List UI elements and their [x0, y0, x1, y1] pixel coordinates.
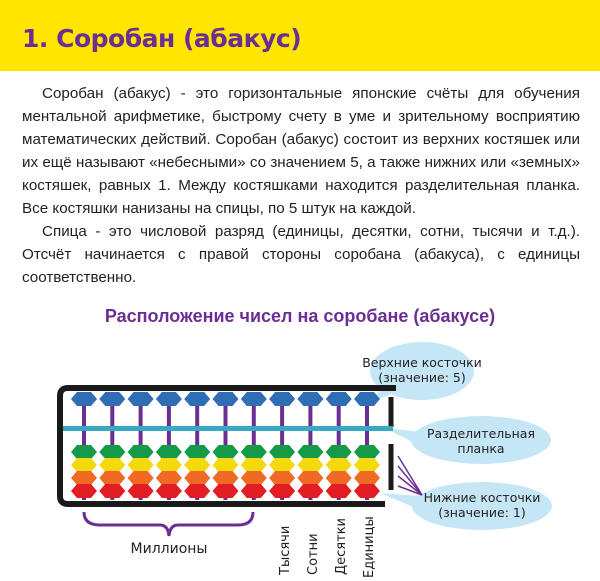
place-label-thousands: Тысячи	[278, 525, 293, 575]
bead	[269, 484, 295, 498]
bead	[326, 471, 352, 485]
bead	[99, 484, 125, 498]
bead	[128, 484, 154, 498]
pointer-line	[398, 456, 422, 495]
divider-bar	[63, 426, 393, 431]
millions-brace	[84, 512, 253, 536]
bead	[128, 445, 154, 459]
bead	[354, 484, 380, 498]
divider-label: Разделительная	[427, 426, 535, 441]
bead	[71, 458, 97, 472]
bead	[71, 471, 97, 485]
bead	[297, 458, 323, 472]
bead	[269, 471, 295, 485]
bead	[354, 392, 380, 406]
diagram-title: Расположение чисел на соробане (абакусе)	[104, 306, 496, 326]
bead	[128, 471, 154, 485]
bead	[213, 484, 239, 498]
paragraph: Спица - это числовой разряд (единицы, десятки, сотни, тысячи и т.д.). Отсчёт начинается с правой стороны соробана (абакуса), с единицы соответственно.	[22, 223, 580, 286]
bead	[354, 471, 380, 485]
bead	[184, 484, 210, 498]
bead	[128, 392, 154, 406]
bead	[156, 445, 182, 459]
bead	[71, 392, 97, 406]
bead	[326, 484, 352, 498]
page-title: 1. Соробан (абакус)	[22, 24, 302, 53]
bead	[241, 484, 267, 498]
bead	[297, 471, 323, 485]
bead	[269, 458, 295, 472]
bead	[184, 458, 210, 472]
bead	[184, 445, 210, 459]
bead	[156, 484, 182, 498]
bead	[99, 445, 125, 459]
bead	[213, 445, 239, 459]
bead	[297, 484, 323, 498]
millions-label: Миллионы	[130, 541, 208, 557]
bead	[326, 458, 352, 472]
bead	[241, 445, 267, 459]
bead	[213, 471, 239, 485]
bead	[354, 445, 380, 459]
bead	[297, 445, 323, 459]
bead	[269, 445, 295, 459]
upper-beads-value: (значение: 5)	[378, 370, 466, 385]
paragraph: Соробан (абакус) - это горизонтальные японские счёты для обучения ментальной арифметике, быстрому счету в уме и зрительному восприятию математических действий. Соробан (абакус) состоит из верхних костяшек или их ещё называют «небесными» со значением 5, а также нижних или «земных» костяшек, равных 1. Между костяшками находится разделительная планка. Все костяшки нанизаны на спицы, по 5 штук на каждой.	[22, 85, 580, 217]
divider-label-2: планка	[457, 441, 505, 456]
bead	[354, 458, 380, 472]
bead	[269, 392, 295, 406]
bead	[241, 471, 267, 485]
bead	[297, 392, 323, 406]
bead	[241, 392, 267, 406]
place-label-units: Единицы	[362, 516, 377, 578]
lower-beads-label: Нижние косточки	[423, 490, 541, 505]
lower-beads-value: (значение: 1)	[438, 505, 526, 520]
bead	[128, 458, 154, 472]
bead	[156, 392, 182, 406]
bead	[213, 392, 239, 406]
bead	[99, 392, 125, 406]
place-label-tens: Десятки	[334, 518, 349, 575]
pointer-line	[398, 476, 422, 495]
bead	[99, 471, 125, 485]
bead	[326, 445, 352, 459]
bead	[99, 458, 125, 472]
place-label-hundreds: Сотни	[306, 533, 321, 575]
bead	[71, 445, 97, 459]
bead	[71, 484, 97, 498]
bead	[156, 471, 182, 485]
bead	[184, 471, 210, 485]
bead	[156, 458, 182, 472]
bead	[184, 392, 210, 406]
bead	[213, 458, 239, 472]
upper-beads-label: Верхние косточки	[362, 355, 482, 370]
bead	[241, 458, 267, 472]
bead	[326, 392, 352, 406]
